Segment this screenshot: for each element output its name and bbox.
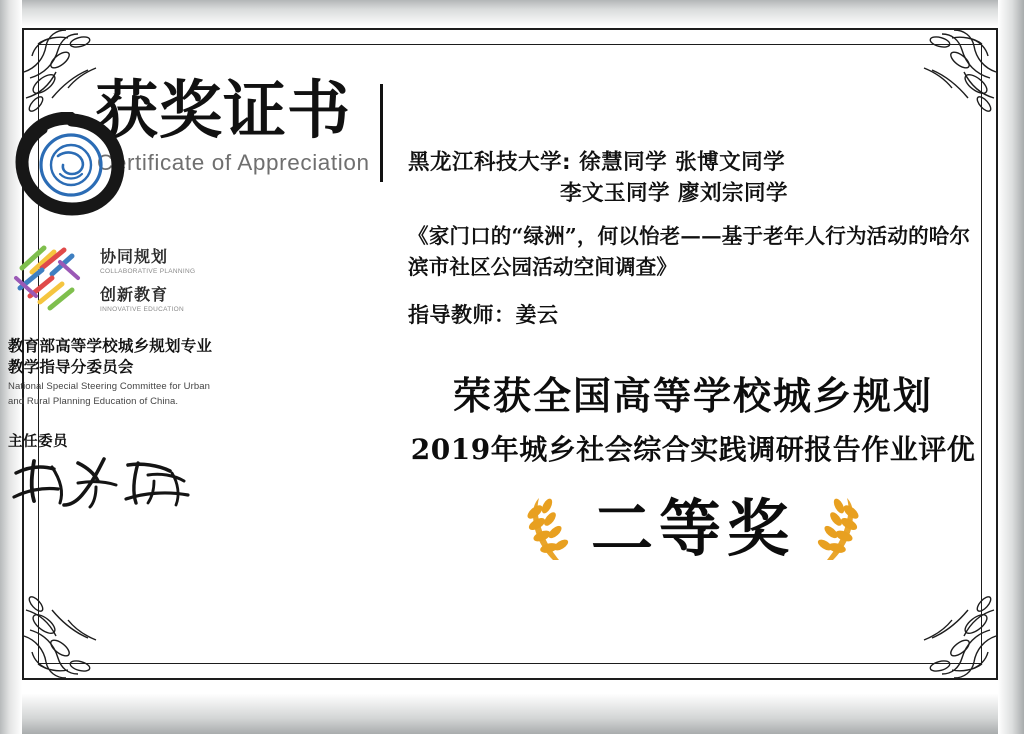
recipient-line-1: 黑龙江科技大学: 徐慧同学 张博文同学 — [408, 150, 786, 175]
advisor-line: 指导教师：姜云 — [408, 302, 559, 327]
paper-edge-top — [0, 0, 1024, 26]
award-headline: 荣获全国高等学校城乡规划 — [452, 373, 933, 418]
certificate-title-cn: 获奖证书 — [95, 74, 351, 147]
award-subline: 2019年城乡社会综合实践调研报告作业评优 — [410, 432, 976, 466]
issuing-committee-block — [8, 336, 308, 409]
project-title: 《家门口的“绿洲”，何以怡老——基于老年人行为活动的哈尔滨市社区公园活动空间调查》 — [408, 224, 971, 279]
certificate-right-column — [408, 148, 978, 564]
committee-name-cn-line2: 教学指导分委员会 — [8, 357, 134, 376]
paper-edge-right — [998, 0, 1024, 734]
logo-text-en-innovative: INNOVATIVE EDUCATION — [100, 306, 185, 313]
prize-row — [408, 491, 978, 565]
logo-text-en-collaborative: COLLABORATIVE PLANNING — [100, 268, 196, 275]
signature-label: 主任委员 — [8, 434, 68, 450]
logo-text-cn-innovative: 创新教育 — [100, 285, 169, 304]
committee-name-cn-line1: 教育部高等学校城乡规划专业 — [8, 337, 213, 355]
prize-level: 二等奖 — [590, 491, 795, 565]
committee-name-en-line2: and Rural Planning Education of China. — [8, 396, 179, 408]
colored-strokes-icon — [10, 238, 90, 318]
logo-text-cn-collaborative: 协同规划 — [100, 247, 169, 266]
brush-circle-logo-icon — [14, 112, 126, 217]
title-block — [95, 74, 385, 176]
planning-education-logo — [10, 238, 300, 320]
paper-edge-bottom — [0, 694, 1024, 734]
title-divider — [380, 84, 383, 182]
certificate-title-en: Certificate of Appreciation — [97, 150, 370, 176]
recipient-line-2: 李文玉同学 廖刘宗同学 — [560, 180, 788, 206]
committee-name-en-line1: National Special Steering Committee for Urban — [8, 380, 210, 392]
signature-block — [8, 430, 308, 520]
laurel-branch-icon — [523, 494, 579, 564]
certificate-left-column — [95, 74, 385, 176]
handwritten-signature-icon — [8, 453, 208, 515]
laurel-branch-icon — [807, 494, 863, 564]
